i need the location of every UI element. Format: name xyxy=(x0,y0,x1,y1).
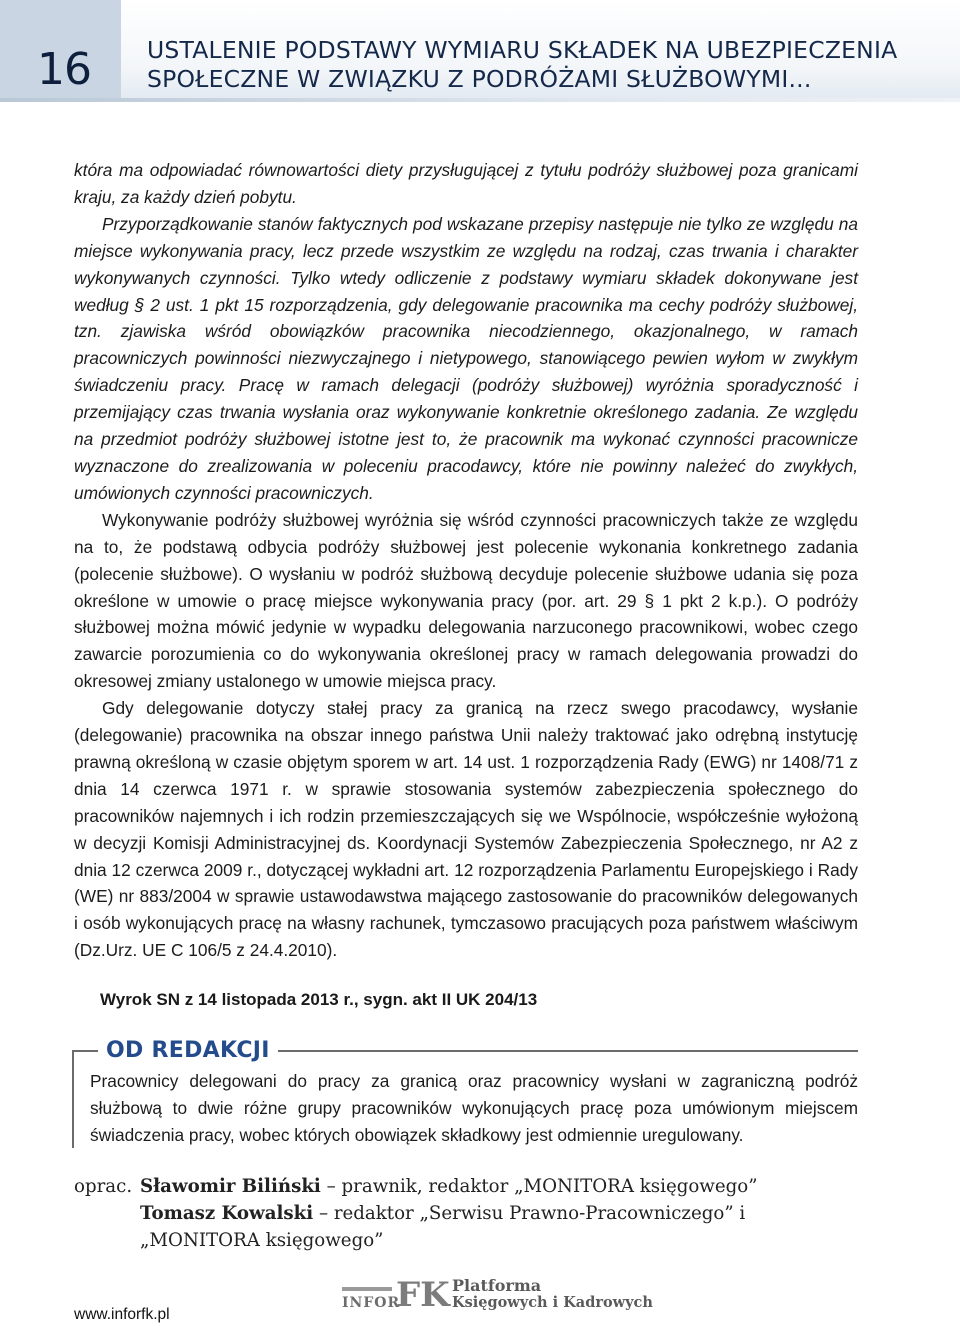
page-title-line-2: SPOŁECZNE W ZWIĄZKU Z PODRÓŻAMI SŁUŻBOWYMI... xyxy=(147,65,812,93)
author-2-role: – redaktor „Serwisu Prawno-Pracowniczego” i „MONITORA księgowego” xyxy=(140,1203,746,1251)
editorial-box-left-border xyxy=(72,1050,74,1148)
page-number: 16 xyxy=(37,44,91,95)
article-body xyxy=(74,157,858,964)
page-title xyxy=(147,36,947,94)
editorial-note-text: Pracownicy delegowani do pracy za granicą oraz pracownicy wysłani w zagraniczną podróż służbową to dwie różne grupy pracowników wykonujących pracę poza umówionym miejscem świadczenia pracy, wobec których obowiązek składkowy jest odmiennie uregulowany. xyxy=(90,1071,858,1145)
editorial-note-title: OD REDAKCJI xyxy=(98,1038,278,1063)
author-2-name: Tomasz Kowalski xyxy=(140,1203,314,1224)
credit-row-2 xyxy=(74,1200,874,1254)
credits-label: oprac. xyxy=(74,1176,133,1197)
logo-bar xyxy=(342,1287,392,1291)
logo-fk-text: FK xyxy=(396,1275,450,1315)
credit-row-1 xyxy=(74,1173,874,1200)
author-1-role: – prawnik, redaktor „MONITORA księgowego” xyxy=(320,1176,758,1197)
paragraph-4: Gdy delegowanie dotyczy stałej pracy za granicą na rzecz swego pracodawcy, wysłanie (delegowanie) pracownika na obszar innego państwa Unii należy traktować jako odrębną instytucję prawną określoną w czasie objętym sporem w art. 14 ust. 1 rozporządzenia Rady (EWG) nr 1408/71 z dnia 14 czerwca 1971 r. w sprawie stosowania systemów zabezpieczenia społecznego do pracowników najemnych i ich rodzin przemieszczających się we Wspólnocie, współcześnie wyłożoną w decyzji Komisji Administracyjnej ds. Koordynacji Systemów Zabezpieczenia Społecznego, nr A2 z dnia 12 czerwca 2009 r., dotyczącej wykładni art. 12 rozporządzenia Parlamentu Europejskiego i Rady (WE) nr 883/2004 w sprawie ustawodawstwa mającego zastosowanie do pracowników delegowanych i osób wykonujących pracę na własny rachunek, tymczasowo pracujących poza państwem właściwym (Dz.Urz. UE C 106/5 z 24.4.2010). xyxy=(74,698,858,961)
court-verdict-citation: Wyrok SN z 14 listopada 2013 r., sygn. akt II UK 204/13 xyxy=(100,990,538,1009)
logo-subtitle-text: Księgowych i Kadrowych xyxy=(452,1294,653,1311)
infor-fk-logo xyxy=(342,1275,653,1315)
paragraph-1: która ma odpowiadać równowartości diety przysługującej z tytułu podróży służbowej poza granicami kraju, za każdy dzień pobytu. xyxy=(74,160,858,207)
author-credits xyxy=(74,1173,874,1254)
website-url: www.inforfk.pl xyxy=(74,1306,170,1323)
page-number-box xyxy=(0,0,121,98)
paragraph-3: Wykonywanie podróży służbowej wyróżnia się wśród czynności pracowniczych także ze względu na to, że podstawą odbycia podróży służbowej jest polecenie wykonania konkretnego zadania (polecenie służbowe). O wysłaniu w podróż służbową decyduje polecenie służbowe udania się poza określone w umowie o pracę miejsce wykonywania pracy (por. art. 29 § 1 pkt 2 k.p.). O podróży służbowej można mówić jedynie w wypadku delegowania narzuconego pracownikowi, wobec czego zawarcie porozumienia co do wykonywania określonej pracy w ramach delegowania prowadzi do okresowej zmiany ustalonego w umowie miejsca pracy. xyxy=(74,509,858,692)
page-title-line-1: USTALENIE PODSTAWY WYMIARU SKŁADEK NA UBEZPIECZENIA xyxy=(147,36,898,64)
logo-platforma-text: Platforma xyxy=(452,1276,542,1295)
paragraph-2: Przyporządkowanie stanów faktycznych pod wskazane przepisy następuje nie tylko ze względu na miejsce wykonywania pracy, lecz przede wszystkim ze względu na rodzaj, czas trwania i charakter wykonywanych czynności. Tylko wtedy odliczenie z podstawy wymiaru składek dokonywane jest według § 2 ust. 1 pkt 15 rozporządzenia, gdy delegowanie pracownika ma cechy podróży służbowej, tzn. zjawiska wśród obowiązków pracownika niecodziennego, okazjonalnego, w ramach pracowniczych powinności niezwyczajnego i nietypowego, stanowiącego pewien wyłom w zwykłym świadczeniu pracy. Pracę w ramach delegacji (podróży służbowej) wyróżnia sporadyczność i przemijający czas trwania wysłania oraz wykonywanie konkretnie określonego zadania. Ze względu na przedmiot podróży służbowej istotne jest to, że pracownik ma wykonać czynności pracownicze wyznaczone do zrealizowania w poleceniu pracodawcy, które nie powinny należeć do zwykłych, umówionych czynności pracowniczych. xyxy=(74,213,858,503)
header-divider xyxy=(0,98,960,102)
author-1-name: Sławomir Biliński xyxy=(140,1176,321,1197)
logo-infor-text: INFOR xyxy=(342,1295,401,1311)
